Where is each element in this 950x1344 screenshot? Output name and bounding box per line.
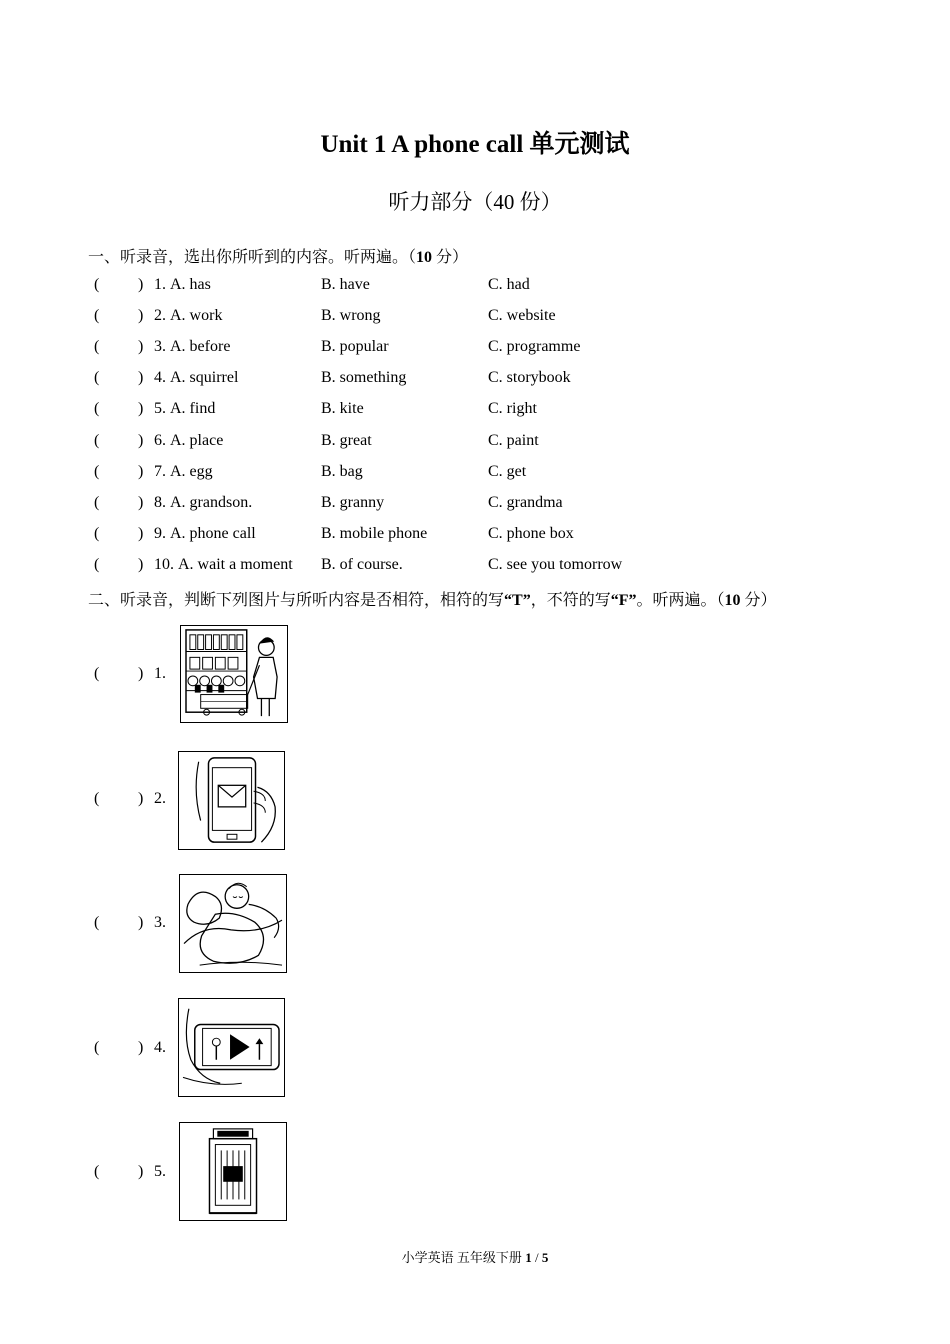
answer-paren-open[interactable]: (	[94, 556, 100, 573]
option-b[interactable]: B. bag	[321, 463, 363, 480]
footer-text: 小学英语 五年级下册	[401, 1250, 526, 1265]
section1-heading-suffix: 分）	[432, 249, 469, 266]
option-c[interactable]: C. right	[488, 400, 537, 417]
item-number: 1.	[154, 665, 166, 682]
answer-paren-close: )	[138, 556, 144, 573]
option-a[interactable]: A. wait a moment	[178, 556, 293, 573]
option-b[interactable]: B. have	[321, 276, 370, 293]
answer-paren-open[interactable]: (	[94, 1163, 100, 1180]
item-number: 2.	[154, 790, 166, 807]
phone-box-icon	[179, 1122, 287, 1221]
section2-heading-mid2: 。听两遍。（	[636, 592, 725, 609]
page-subtitle: 听力部分（40 份）	[388, 190, 562, 214]
option-b[interactable]: B. popular	[321, 338, 389, 355]
answer-paren-open[interactable]: (	[94, 276, 100, 293]
question-number: 9.	[154, 525, 166, 542]
option-c[interactable]: C. get	[488, 463, 527, 480]
section2-heading	[88, 587, 777, 610]
option-b[interactable]: B. kite	[321, 400, 364, 417]
section2-heading-mid: ，不符的写	[530, 592, 611, 609]
phone-email-icon	[178, 751, 285, 850]
answer-paren-open[interactable]: (	[94, 914, 100, 931]
question-row	[88, 556, 888, 580]
section2-heading-t: “T”	[504, 592, 531, 609]
answer-paren-open[interactable]: (	[94, 432, 100, 449]
item-number: 3.	[154, 914, 166, 931]
option-c[interactable]: C. programme	[488, 338, 581, 355]
question-row	[88, 432, 888, 456]
answer-paren-close: )	[138, 914, 144, 931]
option-a[interactable]: A. squirrel	[170, 369, 239, 386]
section1-heading-prefix: 一、听录音，选出你所听到的内容。听两遍。（	[88, 249, 417, 266]
question-number: 10.	[154, 556, 174, 573]
question-number: 7.	[154, 463, 166, 480]
answer-paren-open[interactable]: (	[94, 307, 100, 324]
answer-paren-open[interactable]: (	[94, 525, 100, 542]
footer-page-number: 1	[525, 1250, 532, 1265]
answer-paren-open[interactable]: (	[94, 790, 100, 807]
answer-paren-close: )	[138, 494, 144, 511]
question-row	[88, 307, 888, 331]
option-a[interactable]: A. phone call	[170, 525, 256, 542]
answer-paren-close: )	[138, 369, 144, 386]
answer-paren-close: )	[138, 665, 144, 682]
option-a[interactable]: A. has	[170, 276, 211, 293]
page-title: Unit 1 A phone call 单元测试	[320, 131, 630, 158]
answer-paren-open[interactable]: (	[94, 494, 100, 511]
option-c[interactable]: C. had	[488, 276, 530, 293]
question-row	[88, 494, 888, 518]
question-row	[88, 338, 888, 362]
option-c[interactable]: C. phone box	[488, 525, 574, 542]
option-b[interactable]: B. wrong	[321, 307, 381, 324]
option-c[interactable]: C. see you tomorrow	[488, 556, 623, 573]
item-number: 4.	[154, 1039, 166, 1056]
option-a[interactable]: A. place	[170, 432, 224, 449]
page-footer	[0, 1247, 950, 1266]
option-a[interactable]: A. grandson.	[170, 494, 253, 511]
answer-paren-open[interactable]: (	[94, 665, 100, 682]
answer-paren-close: )	[138, 276, 144, 293]
question-row	[88, 525, 888, 549]
option-c[interactable]: C. paint	[488, 432, 539, 449]
answer-paren-close: )	[138, 463, 144, 480]
option-a[interactable]: A. work	[170, 307, 223, 324]
option-b[interactable]: B. granny	[321, 494, 385, 511]
section1-heading	[88, 244, 468, 267]
question-number: 6.	[154, 432, 166, 449]
question-number: 1.	[154, 276, 166, 293]
section2-heading-score: 10	[724, 592, 741, 609]
question-row	[88, 369, 888, 393]
supermarket-shopping-icon	[180, 625, 288, 723]
item-number: 5.	[154, 1163, 166, 1180]
section2-heading-suffix: 分）	[740, 592, 777, 609]
answer-paren-close: )	[138, 790, 144, 807]
option-c[interactable]: C. storybook	[488, 369, 571, 386]
question-number: 3.	[154, 338, 166, 355]
answer-paren-close: )	[138, 1163, 144, 1180]
option-b[interactable]: B. of course.	[321, 556, 403, 573]
section2-heading-f: “F”	[610, 592, 637, 609]
question-row	[88, 276, 888, 300]
option-b[interactable]: B. something	[321, 369, 407, 386]
section2-heading-prefix: 二、听录音，判断下列图片与所听内容是否相符，相符的写	[88, 592, 505, 609]
question-number: 4.	[154, 369, 166, 386]
option-b[interactable]: B. great	[321, 432, 372, 449]
answer-paren-open[interactable]: (	[94, 400, 100, 417]
option-a[interactable]: A. before	[170, 338, 231, 355]
option-a[interactable]: A. find	[170, 400, 216, 417]
footer-total-pages: 5	[541, 1250, 549, 1265]
answer-paren-open[interactable]: (	[94, 338, 100, 355]
footer-separator: /	[531, 1250, 542, 1265]
answer-paren-open[interactable]: (	[94, 369, 100, 386]
question-number: 5.	[154, 400, 166, 417]
question-row	[88, 463, 888, 487]
answer-paren-close: )	[138, 400, 144, 417]
phone-video-icon	[178, 998, 285, 1097]
question-number: 2.	[154, 307, 166, 324]
option-a[interactable]: A. egg	[170, 463, 213, 480]
question-number: 8.	[154, 494, 166, 511]
sleeping-child-icon	[179, 874, 287, 973]
answer-paren-close: )	[138, 1039, 144, 1056]
option-c[interactable]: C. grandma	[488, 494, 563, 511]
section1-heading-score: 10	[416, 249, 433, 266]
answer-paren-close: )	[138, 307, 144, 324]
answer-paren-close: )	[138, 525, 144, 542]
answer-paren-open[interactable]: (	[94, 463, 100, 480]
question-row	[88, 400, 888, 424]
option-c[interactable]: C. website	[488, 307, 556, 324]
answer-paren-open[interactable]: (	[94, 1039, 100, 1056]
answer-paren-close: )	[138, 432, 144, 449]
answer-paren-close: )	[138, 338, 144, 355]
option-b[interactable]: B. mobile phone	[321, 525, 428, 542]
